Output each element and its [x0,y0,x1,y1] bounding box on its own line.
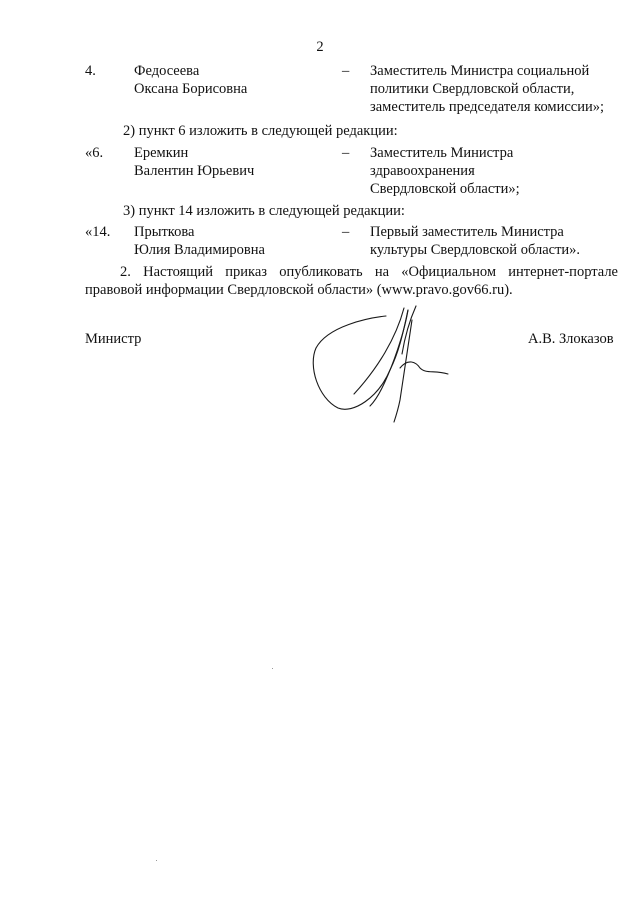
page-number: 2 [316,39,324,55]
scan-speck [272,668,273,669]
entry-surname: Федосеева [134,63,200,79]
signatory-name: А.В. Злоказов [528,331,614,347]
entry-surname: Прыткова [134,224,195,240]
entry-dash: – [342,145,350,161]
entry-position-line: Заместитель Министра [370,145,514,161]
entry-dash: – [342,224,350,240]
entry-given-names: Юлия Владимировна [134,242,265,258]
handwritten-signature [308,298,458,428]
signatory-title: Министр [85,331,142,347]
publication-paragraph: 2. Настоящий приказ опубликовать на «Официальном интернет-портале правовой информации Свердловской области» (www.pravo.gov66.ru). [85,264,618,298]
entry-given-names: Валентин Юрьевич [134,163,255,179]
entry-number: 4. [85,63,96,79]
entry-number: «14. [85,224,111,240]
entry-position-line: Свердловской области»; [370,181,520,197]
entry-position-line: заместитель председателя комиссии»; [370,99,605,115]
entry-position-line: Заместитель Министра социальной [370,63,590,79]
entry-surname: Еремкин [134,145,189,161]
entry-position-line: Первый заместитель Министра [370,224,564,240]
entry-position-line: культуры Свердловской области». [370,242,581,258]
entry-given-names: Оксана Борисовна [134,81,248,97]
entry-number: «6. [85,145,104,161]
entry-position-line: политики Свердловской области, [370,81,575,97]
entry-dash: – [342,63,350,79]
entry-position-line: здравоохранения [370,163,475,179]
amendment-intro: 3) пункт 14 изложить в следующей редакции: [123,203,405,219]
amendment-intro: 2) пункт 6 изложить в следующей редакции: [123,123,398,139]
scan-speck [156,860,157,861]
